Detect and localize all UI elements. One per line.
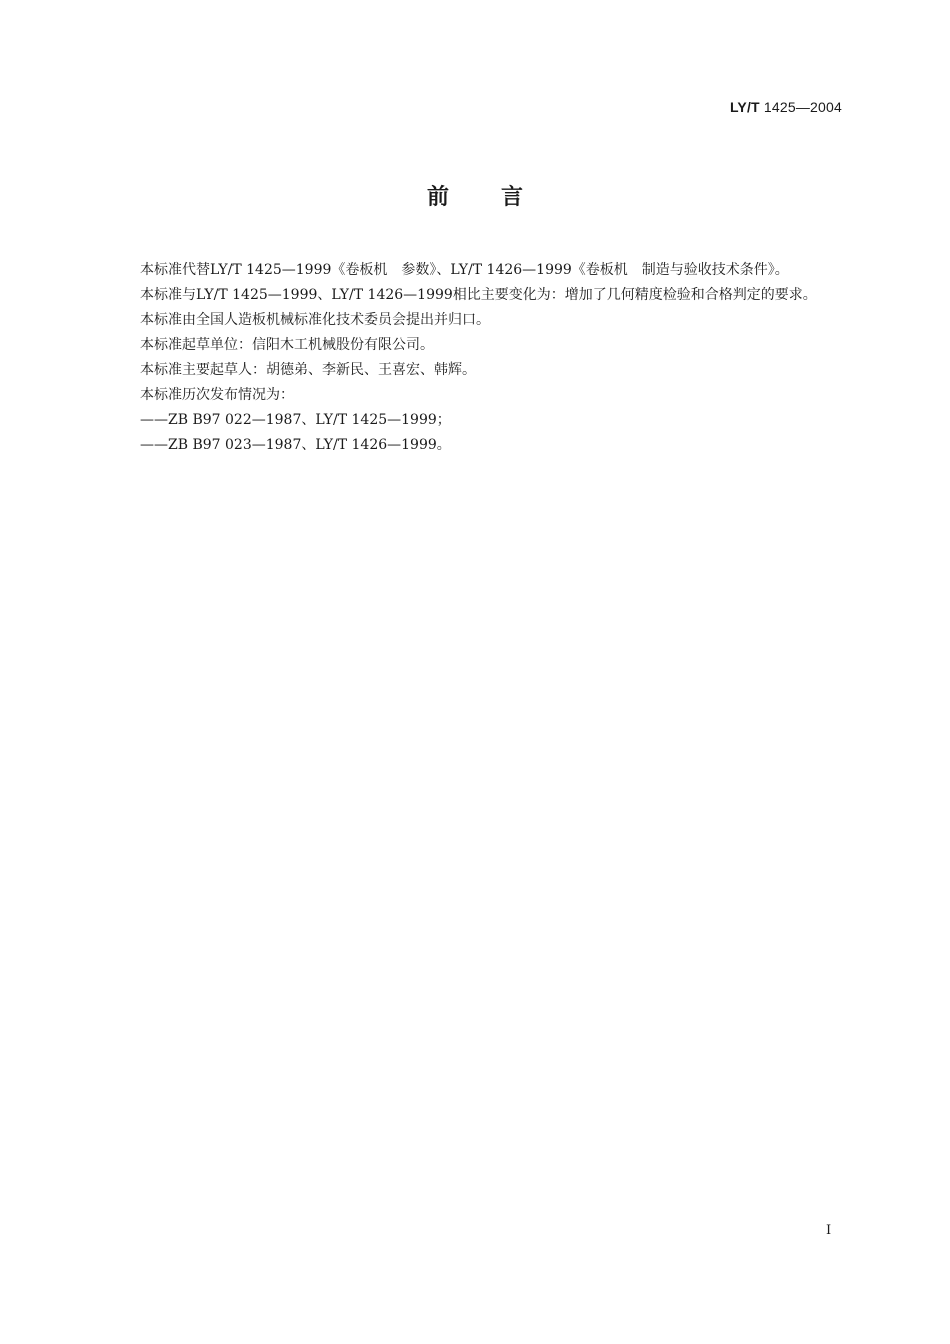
- paragraph-history-intro: 本标准历次发布情况为：: [140, 387, 294, 403]
- page-title: 前言: [426, 185, 575, 210]
- history-item: ——ZB B97 023—1987、LY/T 1426—1999。: [140, 437, 451, 453]
- foreword-body: [108, 258, 842, 458]
- paragraph-changes: 本标准与LY/T 1425—1999、LY/T 1426—1999相比主要变化为：增加了几何精度检验和合格判定的要求。: [140, 287, 817, 303]
- paragraph-drafters: 本标准主要起草人：胡德弟、李新民、王喜宏、韩辉。: [140, 362, 476, 378]
- paragraph-replacement: 本标准代替LY/T 1425—1999《卷板机 参数》、LY/T 1426—1999《卷板机 制造与验收技术条件》。: [140, 262, 789, 278]
- paragraph-drafting-unit: 本标准起草单位：信阳木工机械股份有限公司。: [140, 337, 434, 353]
- standard-code: [730, 99, 842, 115]
- standard-code-number: 1425—2004: [759, 99, 842, 115]
- paragraph-proposer: 本标准由全国人造板机械标准化技术委员会提出并归口。: [140, 312, 490, 328]
- page-number: I: [826, 1223, 832, 1238]
- history-item: ——ZB B97 022—1987、LY/T 1425—1999；: [140, 412, 451, 428]
- standard-code-prefix: LY/T: [729, 99, 760, 115]
